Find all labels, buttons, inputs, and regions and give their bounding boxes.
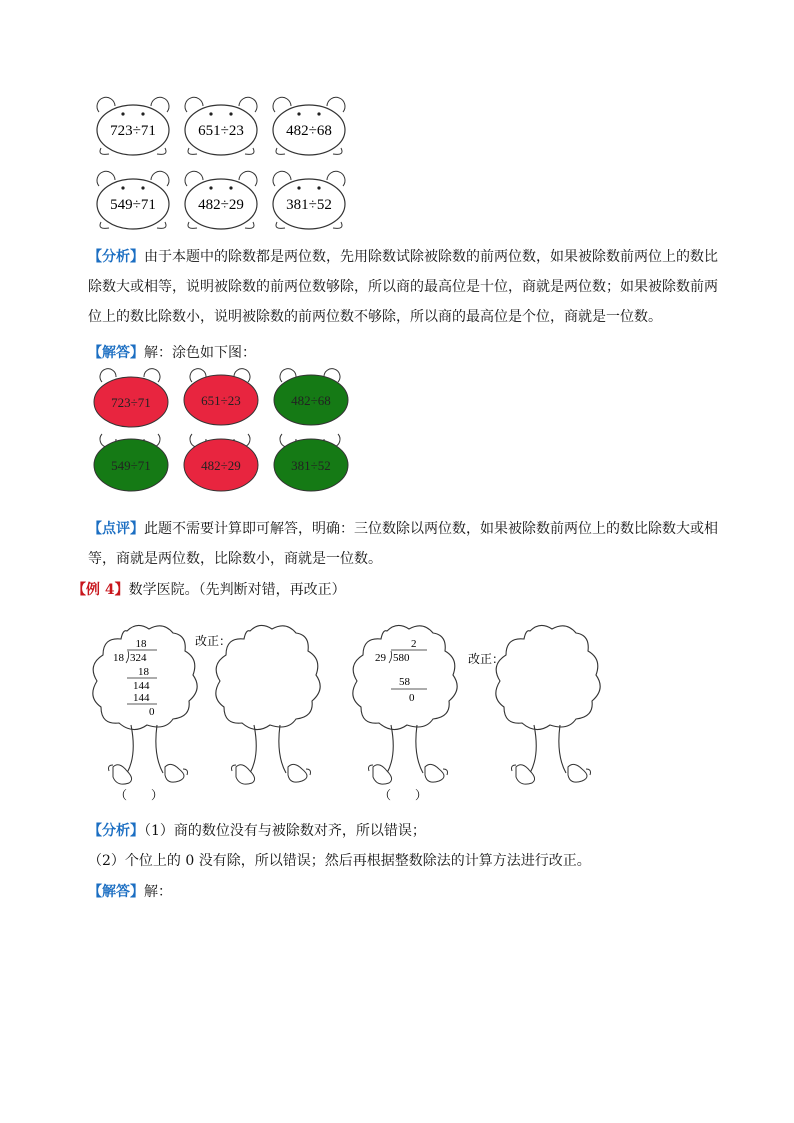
comment-1 [88, 514, 738, 574]
analysis-2 [88, 816, 738, 876]
analysis2-line-2: （2）个位上的 0 没有除，所以错误；然后再根据整数除法的计算方法进行改正。 [88, 853, 591, 869]
colored-text-4: 549÷71 [111, 458, 151, 473]
analysis2-tag: 【分析】 [88, 823, 144, 839]
problem-text-3: 482÷68 [286, 123, 332, 139]
calc1-remainder: 0 [149, 706, 155, 718]
colored-text-3: 482÷68 [291, 393, 331, 408]
answer2-tag: 【解答】 [88, 884, 144, 900]
fix-label-2: 改正： [468, 652, 505, 666]
comment-tag: 【点评】 [88, 521, 144, 537]
trees-figure [85, 615, 615, 805]
comment-line-2: 等，商就是两位数，比除数小，商就是一位数。 [88, 551, 382, 567]
calc1-step1: 18 [138, 666, 149, 678]
analysis-line-1: 由于本题中的除数都是两位数，先用除数试除被除数的前两位数，如果被除数前两位上的数比 [144, 249, 718, 265]
tree-4 [496, 625, 600, 784]
answer-tag: 【解答】 [88, 345, 144, 361]
judge-paren-2: （ ） [379, 788, 428, 802]
answer-1 [88, 338, 738, 368]
calc2-divisor: 29 [375, 652, 386, 664]
tree-2 [216, 625, 320, 784]
calc1-divisor: 18 [113, 652, 124, 664]
answer-text: 解：涂色如下图： [144, 345, 256, 361]
fix-label-1: 改正： [195, 634, 232, 648]
judge-paren-1: （ ） [115, 788, 164, 802]
analysis-line-2: 除数大或相等，说明被除数的前两位数够除，所以商的最高位是十位，商就是两位数；如果被除数前两 [88, 279, 718, 295]
analysis-tag: 【分析】 [88, 249, 144, 265]
colored-bear-grid [86, 368, 356, 500]
colored-text-2: 651÷23 [201, 393, 241, 408]
calc1-step3: 144 [133, 692, 150, 704]
colored-text-5: 482÷29 [201, 458, 241, 473]
analysis-1 [88, 242, 738, 332]
example-text: 数学医院。（先判断对错，再改正） [128, 582, 346, 598]
calc2-dividend: 580 [393, 652, 410, 664]
analysis2-line-1: （1）商的数位没有与被除数对齐，所以错误； [144, 823, 426, 839]
example-tag: 【例 4】 [72, 582, 129, 598]
colored-text-1: 723÷71 [111, 395, 151, 410]
comment-line-1: 此题不需要计算即可解答，明确：三位数除以两位数，如果被除数前两位上的数比除数大或相 [144, 521, 718, 537]
answer-2 [88, 877, 738, 907]
example-4 [72, 575, 732, 605]
colored-text-6: 381÷52 [291, 458, 331, 473]
problem-text-2: 651÷23 [198, 123, 244, 139]
calc2-step1: 58 [399, 676, 410, 688]
problem-text-6: 381÷52 [286, 197, 332, 213]
calc1-quotient: 18 [135, 638, 147, 650]
calc1-step2: 144 [133, 680, 150, 692]
problem-text-1: 723÷71 [110, 123, 156, 139]
answer2-text: 解： [144, 884, 172, 900]
analysis-line-3: 位上的数比除数小，说明被除数的前两位数不够除，所以商的最高位是个位，商就是一位数。 [88, 309, 662, 325]
tree-3 [353, 625, 457, 784]
problem-text-4: 549÷71 [110, 197, 156, 213]
calc2-quotient: 2 [411, 638, 417, 650]
problem-text-5: 482÷29 [198, 197, 244, 213]
bear-problems-grid [85, 95, 355, 245]
calc2-remainder: 0 [409, 692, 415, 704]
calc1-dividend: 324 [130, 652, 147, 664]
